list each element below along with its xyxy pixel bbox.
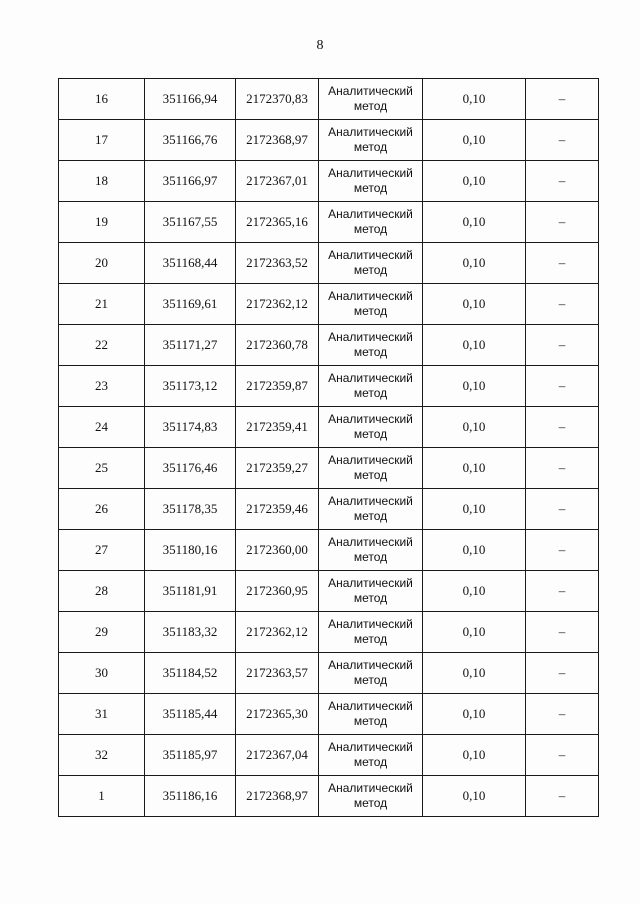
table-row <box>59 653 599 694</box>
method-line-1: Аналитический <box>328 658 413 672</box>
point-number-cell: 29 <box>59 612 145 653</box>
note-cell: – <box>526 243 599 284</box>
accuracy-cell: 0,10 <box>423 325 526 366</box>
coordinates-table-body <box>59 79 599 817</box>
note-cell: – <box>526 489 599 530</box>
accuracy-cell: 0,10 <box>423 735 526 776</box>
accuracy-cell: 0,10 <box>423 653 526 694</box>
point-number-cell: 22 <box>59 325 145 366</box>
x-coordinate-cell: 351166,97 <box>145 161 236 202</box>
method-line-2: метод <box>353 99 388 113</box>
method-line-1: Аналитический <box>328 535 413 549</box>
point-number-cell: 16 <box>59 79 145 120</box>
accuracy-cell: 0,10 <box>423 407 526 448</box>
note-cell: – <box>526 202 599 243</box>
point-number-cell: 1 <box>59 776 145 817</box>
x-coordinate-cell: 351176,46 <box>145 448 236 489</box>
method-line-1: Аналитический <box>328 453 413 467</box>
method-line-1: Аналитический <box>328 330 413 344</box>
note-cell: – <box>526 571 599 612</box>
note-cell: – <box>526 407 599 448</box>
method-line-2: метод <box>353 468 388 482</box>
method-line-1: Аналитический <box>328 412 413 426</box>
method-cell <box>319 489 423 530</box>
y-coordinate-cell: 2172370,83 <box>236 79 319 120</box>
method-line-2: метод <box>353 304 388 318</box>
table-row <box>59 448 599 489</box>
table-row <box>59 776 599 817</box>
table-row <box>59 735 599 776</box>
method-cell <box>319 407 423 448</box>
y-coordinate-cell: 2172360,78 <box>236 325 319 366</box>
point-number-cell: 17 <box>59 120 145 161</box>
method-line-1: Аналитический <box>328 699 413 713</box>
method-line-2: метод <box>353 714 388 728</box>
table-row <box>59 612 599 653</box>
note-cell: – <box>526 448 599 489</box>
method-line-2: метод <box>353 427 388 441</box>
x-coordinate-cell: 351183,32 <box>145 612 236 653</box>
x-coordinate-cell: 351171,27 <box>145 325 236 366</box>
y-coordinate-cell: 2172367,01 <box>236 161 319 202</box>
y-coordinate-cell: 2172362,12 <box>236 612 319 653</box>
y-coordinate-cell: 2172365,16 <box>236 202 319 243</box>
method-cell <box>319 120 423 161</box>
note-cell: – <box>526 694 599 735</box>
table-row <box>59 489 599 530</box>
accuracy-cell: 0,10 <box>423 284 526 325</box>
method-cell <box>319 571 423 612</box>
method-cell <box>319 530 423 571</box>
note-cell: – <box>526 79 599 120</box>
table-row <box>59 284 599 325</box>
method-line-2: метод <box>353 181 388 195</box>
method-cell <box>319 612 423 653</box>
method-line-2: метод <box>353 632 388 646</box>
note-cell: – <box>526 612 599 653</box>
table-row <box>59 694 599 735</box>
x-coordinate-cell: 351180,16 <box>145 530 236 571</box>
table-row <box>59 366 599 407</box>
method-line-1: Аналитический <box>328 207 413 221</box>
y-coordinate-cell: 2172367,04 <box>236 735 319 776</box>
point-number-cell: 21 <box>59 284 145 325</box>
x-coordinate-cell: 351185,97 <box>145 735 236 776</box>
method-line-2: метод <box>353 345 388 359</box>
method-line-1: Аналитический <box>328 84 413 98</box>
accuracy-cell: 0,10 <box>423 530 526 571</box>
method-cell <box>319 366 423 407</box>
method-line-2: метод <box>353 263 388 277</box>
point-number-cell: 30 <box>59 653 145 694</box>
y-coordinate-cell: 2172363,52 <box>236 243 319 284</box>
method-line-1: Аналитический <box>328 248 413 262</box>
point-number-cell: 27 <box>59 530 145 571</box>
table-row <box>59 161 599 202</box>
y-coordinate-cell: 2172359,27 <box>236 448 319 489</box>
y-coordinate-cell: 2172368,97 <box>236 120 319 161</box>
table-row <box>59 243 599 284</box>
method-line-1: Аналитический <box>328 166 413 180</box>
table-row <box>59 325 599 366</box>
x-coordinate-cell: 351178,35 <box>145 489 236 530</box>
accuracy-cell: 0,10 <box>423 79 526 120</box>
point-number-cell: 23 <box>59 366 145 407</box>
note-cell: – <box>526 735 599 776</box>
method-cell <box>319 776 423 817</box>
table-row <box>59 79 599 120</box>
method-line-2: метод <box>353 550 388 564</box>
y-coordinate-cell: 2172359,46 <box>236 489 319 530</box>
method-line-1: Аналитический <box>328 576 413 590</box>
x-coordinate-cell: 351166,94 <box>145 79 236 120</box>
point-number-cell: 25 <box>59 448 145 489</box>
note-cell: – <box>526 325 599 366</box>
y-coordinate-cell: 2172359,87 <box>236 366 319 407</box>
x-coordinate-cell: 351168,44 <box>145 243 236 284</box>
point-number-cell: 26 <box>59 489 145 530</box>
method-line-2: метод <box>353 591 388 605</box>
method-cell <box>319 284 423 325</box>
accuracy-cell: 0,10 <box>423 612 526 653</box>
x-coordinate-cell: 351181,91 <box>145 571 236 612</box>
y-coordinate-cell: 2172360,00 <box>236 530 319 571</box>
method-cell <box>319 653 423 694</box>
note-cell: – <box>526 653 599 694</box>
method-cell <box>319 243 423 284</box>
method-cell <box>319 202 423 243</box>
x-coordinate-cell: 351174,83 <box>145 407 236 448</box>
table-row <box>59 202 599 243</box>
accuracy-cell: 0,10 <box>423 694 526 735</box>
table-row <box>59 120 599 161</box>
method-cell <box>319 735 423 776</box>
method-line-2: метод <box>353 140 388 154</box>
x-coordinate-cell: 351167,55 <box>145 202 236 243</box>
x-coordinate-cell: 351185,44 <box>145 694 236 735</box>
y-coordinate-cell: 2172360,95 <box>236 571 319 612</box>
method-cell <box>319 325 423 366</box>
accuracy-cell: 0,10 <box>423 776 526 817</box>
accuracy-cell: 0,10 <box>423 571 526 612</box>
method-line-2: метод <box>353 755 388 769</box>
x-coordinate-cell: 351184,52 <box>145 653 236 694</box>
accuracy-cell: 0,10 <box>423 366 526 407</box>
note-cell: – <box>526 366 599 407</box>
table-row <box>59 407 599 448</box>
note-cell: – <box>526 284 599 325</box>
note-cell: – <box>526 776 599 817</box>
table-row <box>59 530 599 571</box>
method-cell <box>319 161 423 202</box>
x-coordinate-cell: 351186,16 <box>145 776 236 817</box>
coordinates-table <box>58 78 599 817</box>
point-number-cell: 28 <box>59 571 145 612</box>
method-line-2: метод <box>353 509 388 523</box>
point-number-cell: 18 <box>59 161 145 202</box>
method-line-1: Аналитический <box>328 371 413 385</box>
table-row <box>59 571 599 612</box>
method-line-1: Аналитический <box>328 617 413 631</box>
page-number: 8 <box>316 38 324 53</box>
note-cell: – <box>526 120 599 161</box>
y-coordinate-cell: 2172359,41 <box>236 407 319 448</box>
accuracy-cell: 0,10 <box>423 202 526 243</box>
x-coordinate-cell: 351166,76 <box>145 120 236 161</box>
method-cell <box>319 79 423 120</box>
method-line-1: Аналитический <box>328 494 413 508</box>
method-line-1: Аналитический <box>328 289 413 303</box>
y-coordinate-cell: 2172362,12 <box>236 284 319 325</box>
accuracy-cell: 0,10 <box>423 448 526 489</box>
point-number-cell: 31 <box>59 694 145 735</box>
accuracy-cell: 0,10 <box>423 243 526 284</box>
note-cell: – <box>526 530 599 571</box>
y-coordinate-cell: 2172363,57 <box>236 653 319 694</box>
method-line-1: Аналитический <box>328 740 413 754</box>
point-number-cell: 32 <box>59 735 145 776</box>
method-cell <box>319 448 423 489</box>
point-number-cell: 20 <box>59 243 145 284</box>
accuracy-cell: 0,10 <box>423 489 526 530</box>
method-line-2: метод <box>353 222 388 236</box>
method-line-1: Аналитический <box>328 125 413 139</box>
method-line-2: метод <box>353 673 388 687</box>
accuracy-cell: 0,10 <box>423 161 526 202</box>
method-line-2: метод <box>353 386 388 400</box>
note-cell: – <box>526 161 599 202</box>
method-line-2: метод <box>353 796 388 810</box>
x-coordinate-cell: 351173,12 <box>145 366 236 407</box>
point-number-cell: 19 <box>59 202 145 243</box>
y-coordinate-cell: 2172365,30 <box>236 694 319 735</box>
accuracy-cell: 0,10 <box>423 120 526 161</box>
method-line-1: Аналитический <box>328 781 413 795</box>
point-number-cell: 24 <box>59 407 145 448</box>
x-coordinate-cell: 351169,61 <box>145 284 236 325</box>
method-cell <box>319 694 423 735</box>
y-coordinate-cell: 2172368,97 <box>236 776 319 817</box>
